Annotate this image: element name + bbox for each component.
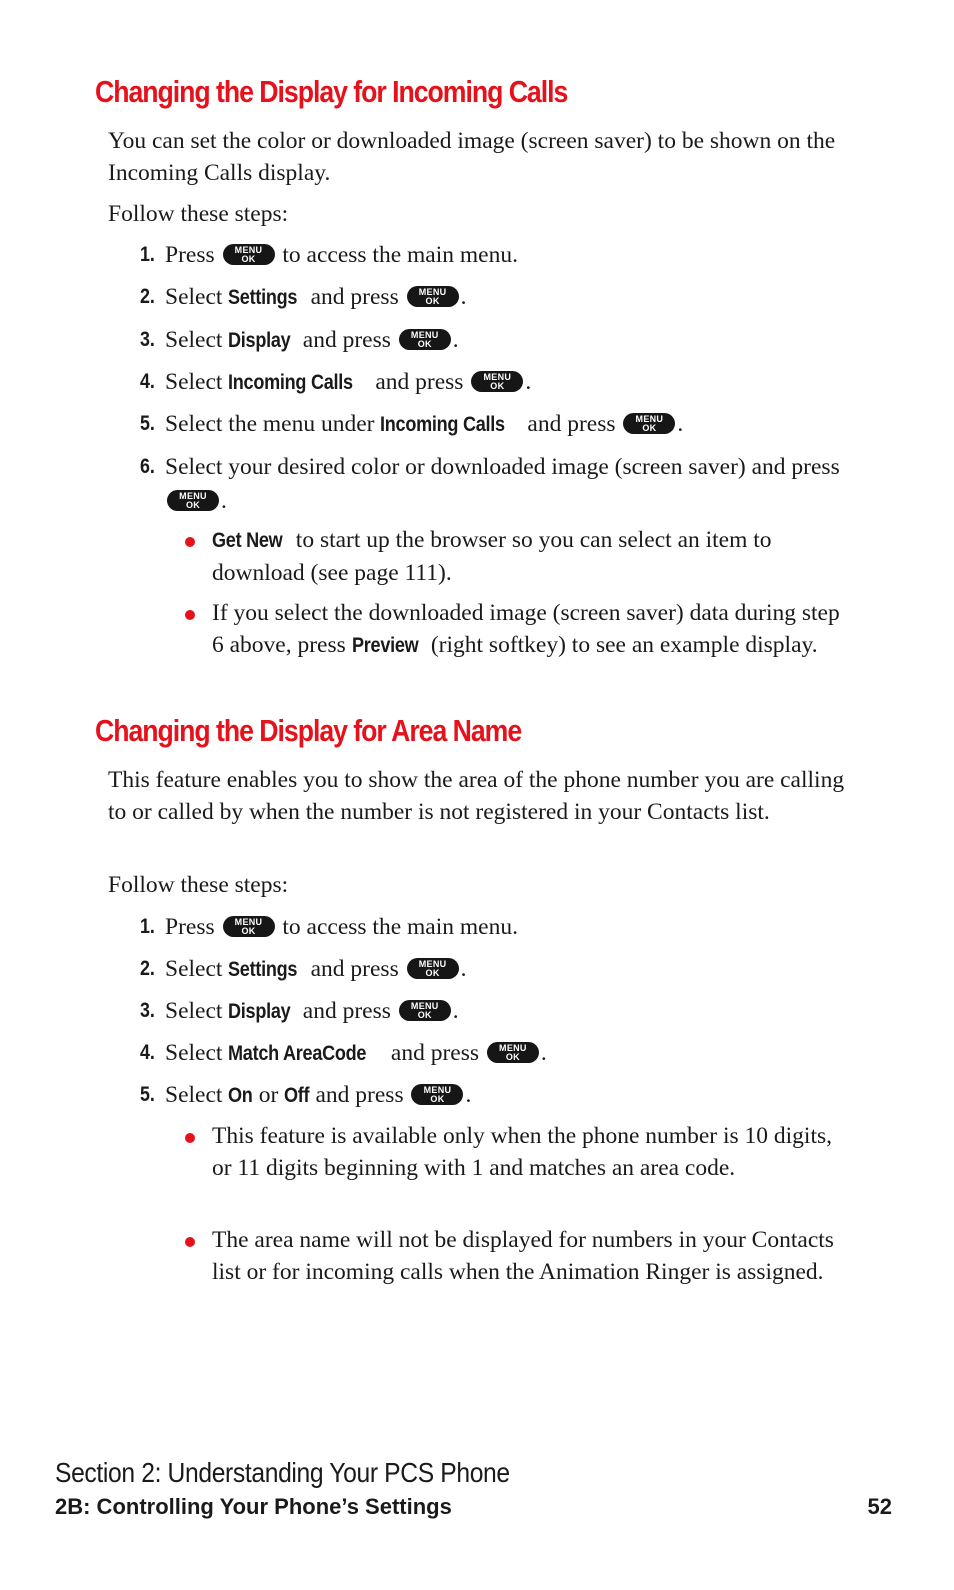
menu-keyword: Display [228, 1000, 291, 1023]
step-number: 2. [140, 957, 155, 980]
step-text: Select [165, 1082, 229, 1108]
step-text: and press [304, 284, 405, 310]
menu-ok-key-icon: MENU OK [399, 1000, 451, 1021]
section-heading-incoming-calls: Changing the Display for Incoming Calls [95, 74, 568, 109]
step-number: 6. [140, 455, 155, 478]
step-text: Select your desired color or downloaded image (screen saver) and press [165, 454, 840, 480]
step-text: and press [521, 411, 622, 437]
menu-keyword: Settings [228, 286, 298, 309]
page-number: 52 [867, 1494, 892, 1519]
menu-keyword: Settings [228, 958, 298, 981]
bullet-text: The area name will not be displayed for numbers in your Contacts list or for incoming calls when the Animation Ringer is assigned. [212, 1227, 834, 1285]
menu-keyword: Incoming Calls [380, 413, 506, 436]
step-text: and press [385, 1040, 485, 1066]
step-text: Select [165, 369, 229, 395]
intro-paragraph: You can set the color or downloaded image (screen saver) to be shown on the Incoming Calls display. [108, 128, 836, 186]
menu-keyword: Incoming Calls [228, 371, 354, 394]
bullet-dot-icon [185, 537, 195, 547]
step-text: or [252, 1082, 285, 1108]
step-number: 4. [140, 1041, 155, 1064]
step-text: Press [165, 914, 221, 940]
manual-page: Changing the Display for Incoming Calls You can set the color or downloaded image (screen saver) to be shown on the Incoming Calls display. Follow these steps: 1. Press MENU OK to access the main menu. 2. Select Settings and press MENU OK . 3. Select Display and press MENU OK . 4. Select Incoming Calls and press MENU OK . 5. Select the menu under Incoming Calls and press MENU OK . 6. Select your desired color or downloaded image (screen saver) and press MENU OK . Get New to start up the browser so you can select an item to download (see page 111). If you select the downloaded image (screen saver) data during step 6 above, press Preview (right softkey) to see an example display. Changing the Display for Area Name This feature enables you to show the area of the phone number you are calling to or called by when the number is not registered in your Contacts list. Follow these steps: 1. Press MENU OK to access the main menu. 2. Select Settings and press MENU OK . 3. Select Display and press MENU OK . 4. Select Match AreaCode and press MENU OK . 5. Select On or Off and press MENU OK . This feature is available only when the phone number is 10 digits, or 11 digits beginning with 1 and matches an area code. The area name will not be displayed for numbers in your Contacts list or for incoming calls when the Animation Ringer is assigned. Section 2: Understanding Your PCS Phone 2B: Controlling Your Phone’s Settings 52 [55, 74, 892, 1519]
step-number: 5. [140, 1083, 155, 1106]
section-heading-area-name: Changing the Display for Area Name [95, 713, 522, 748]
menu-ok-key-icon: MENU OK [223, 244, 275, 265]
step-text: and press [296, 327, 397, 353]
bullet-dot-icon [185, 610, 195, 620]
intro-paragraph: This feature enables you to show the area of the phone number you are calling to or called by when the number is not registered in your Contacts list. [108, 767, 845, 825]
bullet-text: to start up the browser so you can select an item to download (see page 111). [212, 527, 772, 586]
step-text: to access the main menu. [276, 242, 518, 268]
menu-ok-key-icon: MENU OK [167, 490, 219, 511]
menu-ok-key-icon: MENU OK [223, 916, 275, 937]
menu-keyword: Get New [212, 529, 283, 552]
step-number: 1. [140, 915, 155, 938]
step-text: Select [165, 998, 229, 1024]
menu-ok-key-icon: MENU OK [487, 1042, 539, 1063]
bullet-text: If you select the downloaded image (screen saver) data during step 6 above, press [212, 600, 840, 658]
menu-keyword: Preview [351, 634, 419, 657]
step-text: and press [369, 369, 470, 395]
menu-ok-key-icon: MENU OK [471, 371, 523, 392]
step-number: 5. [140, 412, 155, 435]
step-text: Select [165, 284, 229, 310]
menu-ok-key-icon: MENU OK [407, 958, 459, 979]
bullet-dot-icon [185, 1133, 195, 1143]
menu-keyword: Display [228, 329, 291, 352]
step-text: and press [309, 1082, 410, 1108]
step-number: 3. [140, 328, 155, 351]
menu-keyword: Match AreaCode [228, 1042, 367, 1065]
step-number: 4. [140, 370, 155, 393]
step-text: Press [165, 242, 221, 268]
menu-ok-key-icon: MENU OK [399, 329, 451, 350]
follow-steps-label: Follow these steps: [108, 201, 289, 227]
step-text: and press [296, 998, 397, 1024]
step-text: Select [165, 1040, 229, 1066]
menu-ok-key-icon: MENU OK [623, 413, 675, 434]
step-text: Select [165, 956, 229, 982]
menu-ok-key-icon: MENU OK [411, 1084, 463, 1105]
step-number: 2. [140, 285, 155, 308]
menu-keyword: Off [284, 1084, 310, 1107]
step-number: 1. [140, 243, 155, 266]
step-text: and press [304, 956, 405, 982]
footer-subsection-title: 2B: Controlling Your Phone’s Settings [55, 1494, 452, 1519]
menu-keyword: On [228, 1084, 253, 1107]
bullet-text: (right softkey) to see an example display. [424, 632, 818, 658]
bullet-text: This feature is available only when the phone number is 10 digits, or 11 digits beginning with 1 and matches an area code. [212, 1123, 832, 1181]
step-text: Select the menu under [165, 411, 381, 437]
footer-section-title: Section 2: Understanding Your PCS Phone [55, 1457, 510, 1488]
follow-steps-label: Follow these steps: [108, 872, 289, 898]
menu-ok-key-icon: MENU OK [407, 286, 459, 307]
step-text: Select [165, 327, 229, 353]
step-number: 3. [140, 999, 155, 1022]
step-text: to access the main menu. [276, 914, 518, 940]
bullet-dot-icon [185, 1237, 195, 1247]
